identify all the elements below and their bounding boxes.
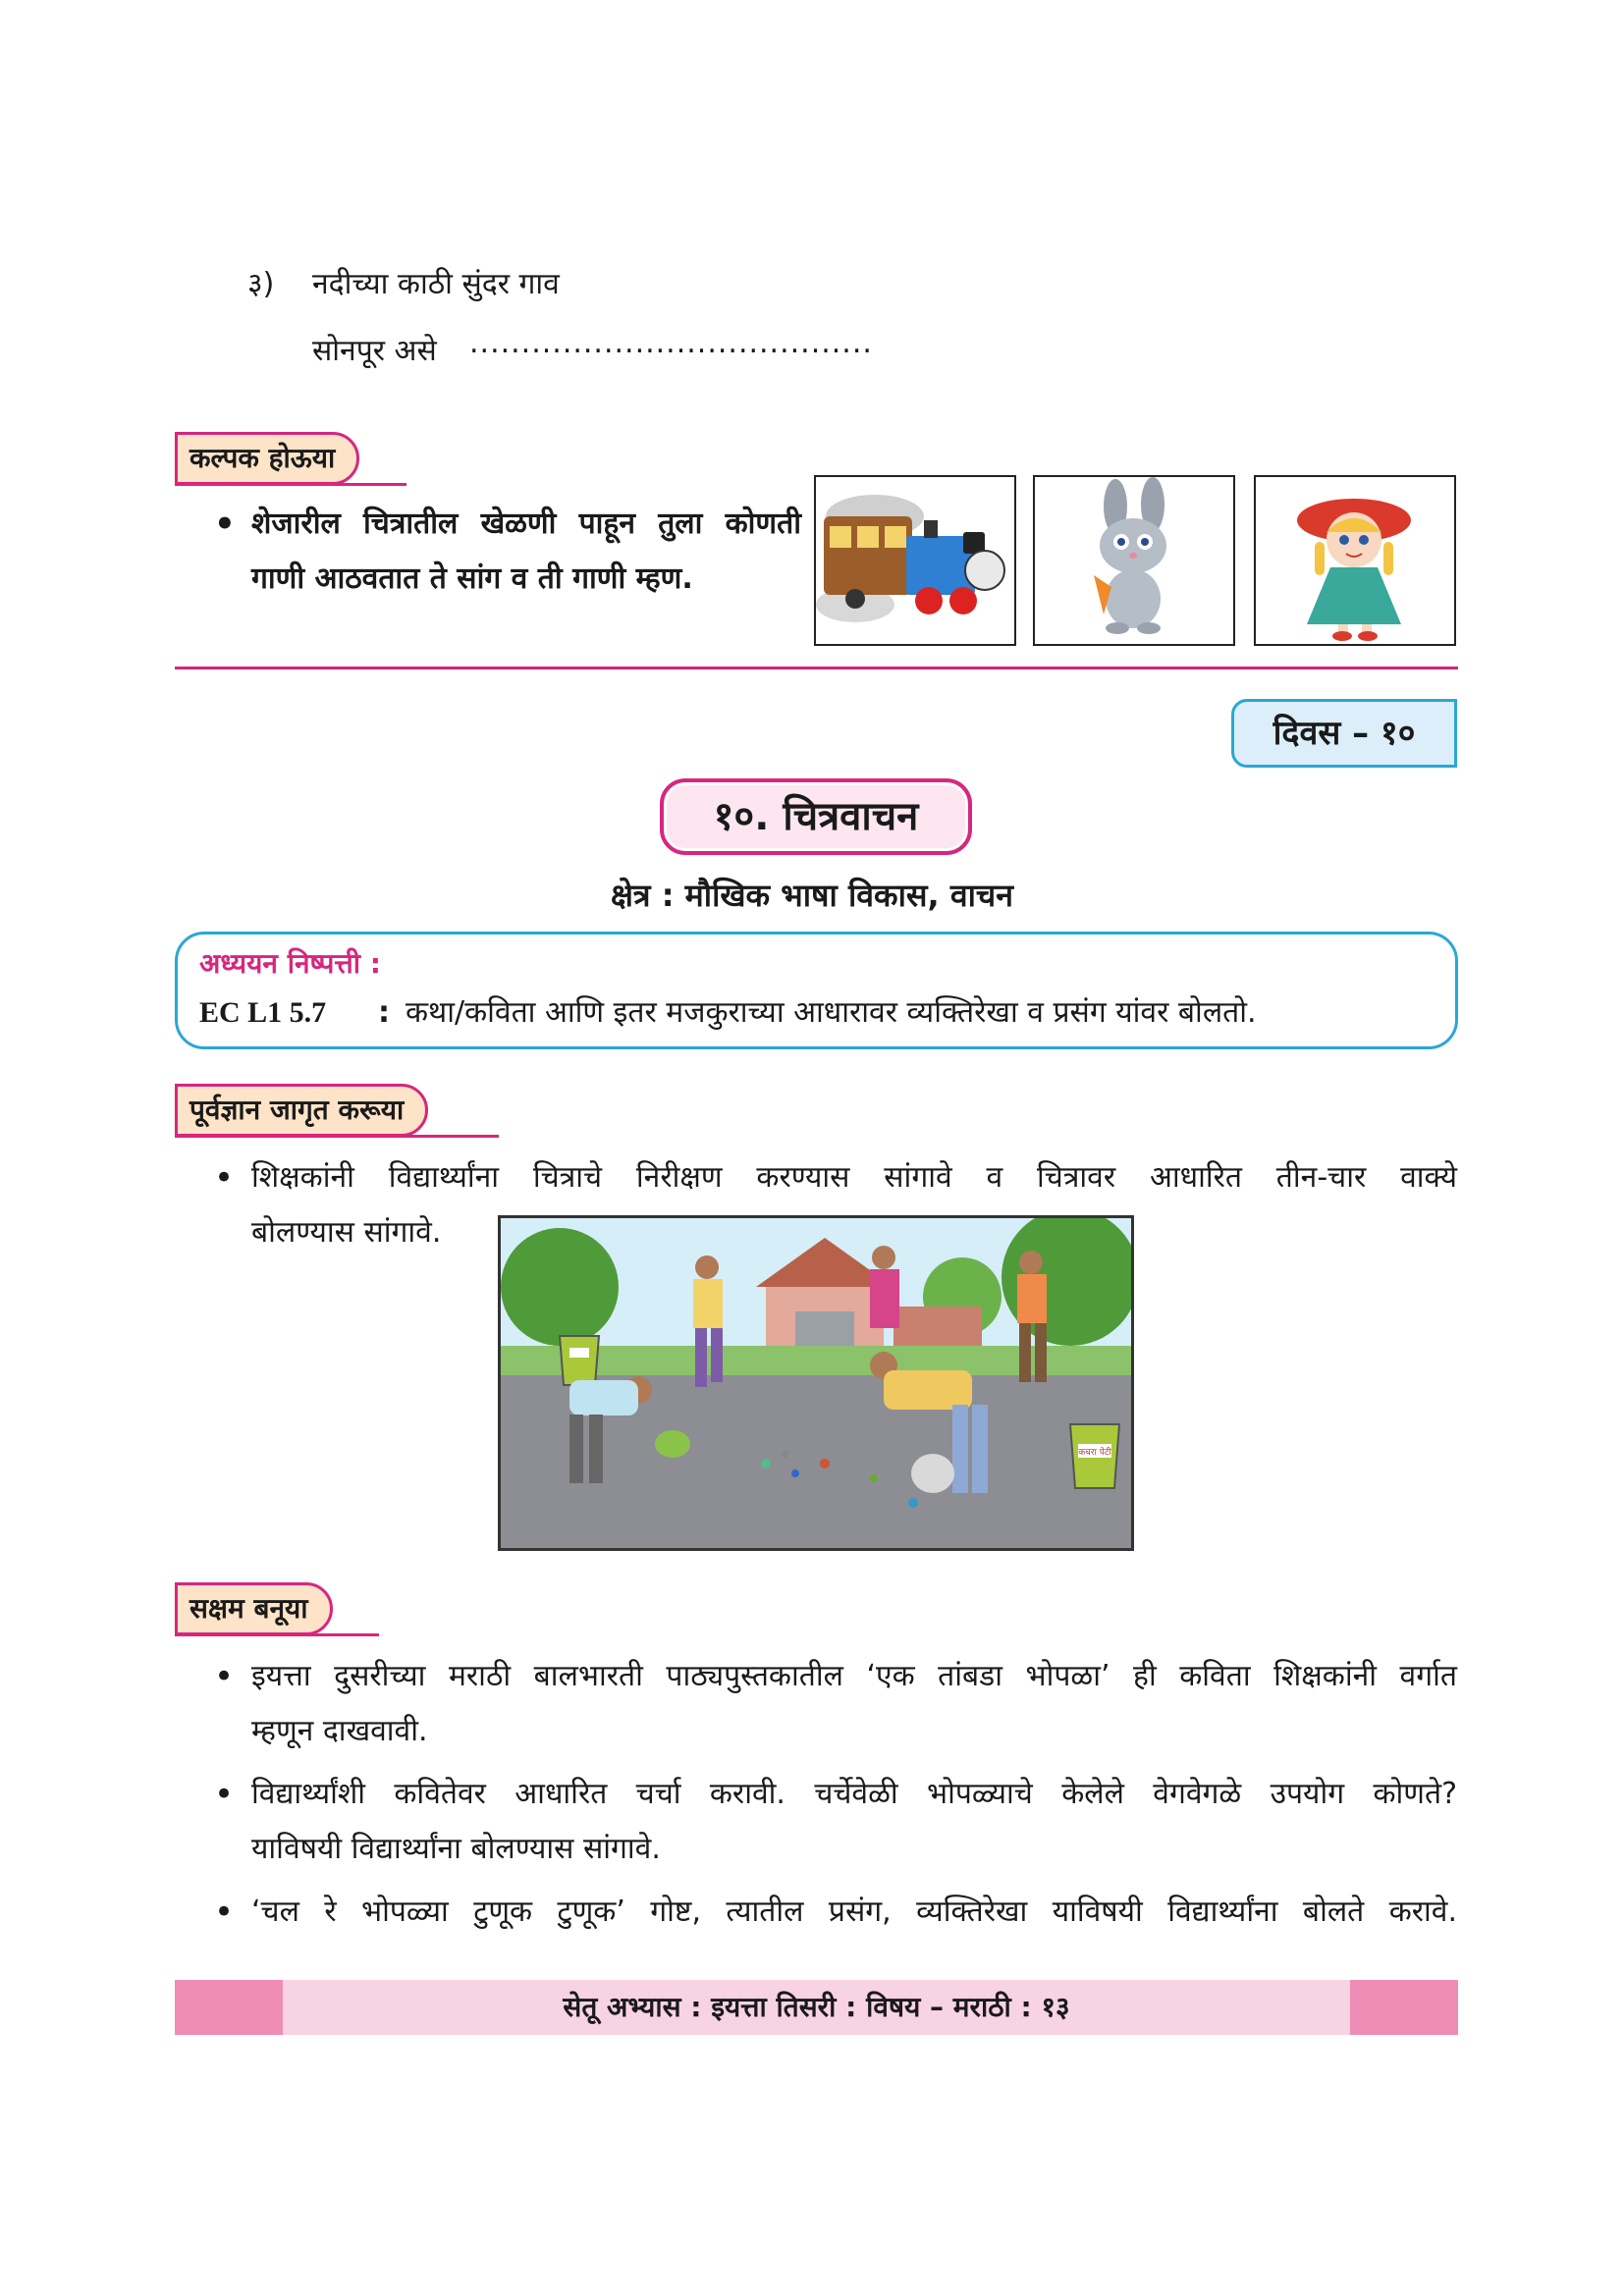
dustbin-right (1070, 1424, 1119, 1488)
dustbin-label: कचरा पेटी (1078, 1448, 1111, 1458)
day-badge (1231, 699, 1457, 768)
toy-rabbit-image (1033, 475, 1235, 646)
prior-knowledge-line-2: बोलण्यास सांगावे. (251, 1215, 442, 1250)
lesson-title: १०. चित्रवाचन (713, 794, 919, 839)
capable-bullet-2 (251, 1767, 1457, 1822)
outcome-text: कथा/कविता आणि इतर मजकुराच्या आधारावर व्यक्तिरेखा व प्रसंग यांवर बोलतो. (406, 995, 1257, 1030)
dustbin-left (560, 1336, 599, 1385)
lesson-title-box (660, 778, 972, 855)
poem-blank-dots: ....................................... (469, 326, 873, 360)
cleaning-illustration (498, 1215, 1134, 1551)
capable-bullet-1-line-2: म्हणून दाखवावी. (251, 1714, 428, 1748)
toy-doll-image (1254, 475, 1456, 646)
poem-number: ३) (247, 267, 275, 301)
outcome-separator: : (378, 995, 390, 1030)
capable-bullet-3 (251, 1885, 1457, 1940)
section-tag-creative: कल्पक होऊया (175, 432, 359, 485)
capable-bullet-1 (251, 1649, 1457, 1704)
prior-knowledge-line-1: • शिक्षकांनी विद्यार्थ्यांना चित्राचे निरीक्षण करण्यास सांगावे व चित्रावर आधारित तीन-चार वाक्ये (251, 1160, 1457, 1195)
outcome-code: EC L1 5.7 (199, 996, 327, 1029)
train-icon (816, 477, 1014, 644)
capable-bullet-1-line-1: • इयत्ता दुसरीच्या मराठी बालभारती पाठ्यपुस्तकातील ‘एक तांबडा भोपळा’ ही कविता शिक्षकांनी वर्गात (251, 1659, 1457, 1693)
poem-line-1: नदीच्या काठी सुंदर गाव (312, 267, 560, 301)
outcome-heading: अध्ययन निष्पत्ती : (199, 947, 381, 980)
area-line: क्षेत्र : मौखिक भाषा विकास, वाचन (610, 877, 1014, 914)
capable-bullet-2-line-2: याविषयी विद्यार्थ्यांना बोलण्यास सांगावे. (251, 1832, 661, 1866)
capable-bullet-3-line-1: • ‘चल रे भोपळ्या टुणूक टुणूक’ गोष्ट, त्यातील प्रसंग, व्यक्तिरेखा याविषयी विद्यार्थ्यांना बोलते करावे. (251, 1895, 1457, 1929)
outcome-box (175, 932, 1458, 1049)
doll-icon (1256, 477, 1454, 644)
day-badge-text: दिवस – १० (1272, 714, 1416, 753)
footer-band (175, 1980, 1458, 2035)
toy-train-image (814, 475, 1016, 646)
creative-bullet-text: • शेजारील चित्रातील खेळणी पाहून तुला कोणती गाणी आठवतात ते सांग व ती गाणी म्हण. (251, 507, 801, 596)
prior-knowledge-bullet (251, 1150, 1457, 1205)
creative-bullet (251, 497, 801, 607)
capable-bullet-2-line-1: • विद्यार्थ्यांशी कवितेवर आधारित चर्चा करावी. चर्चेवेळी भोपळ्याचे केलेले वेगवेगळे उपयोग कोणते? (251, 1777, 1457, 1811)
footer-text: सेतू अभ्यास : इयत्ता तिसरी : विषय – मराठी : १३ (563, 1991, 1070, 2023)
section-divider (175, 667, 1458, 669)
person-2 (870, 1246, 899, 1328)
section-tag-capable: सक्षम बनूया (175, 1582, 333, 1635)
section-tag-prior-knowledge: पूर्वज्ञान जागृत करूया (175, 1084, 428, 1137)
poem-line-2: सोनपूर असे (312, 334, 437, 368)
rabbit-icon (1035, 477, 1233, 644)
